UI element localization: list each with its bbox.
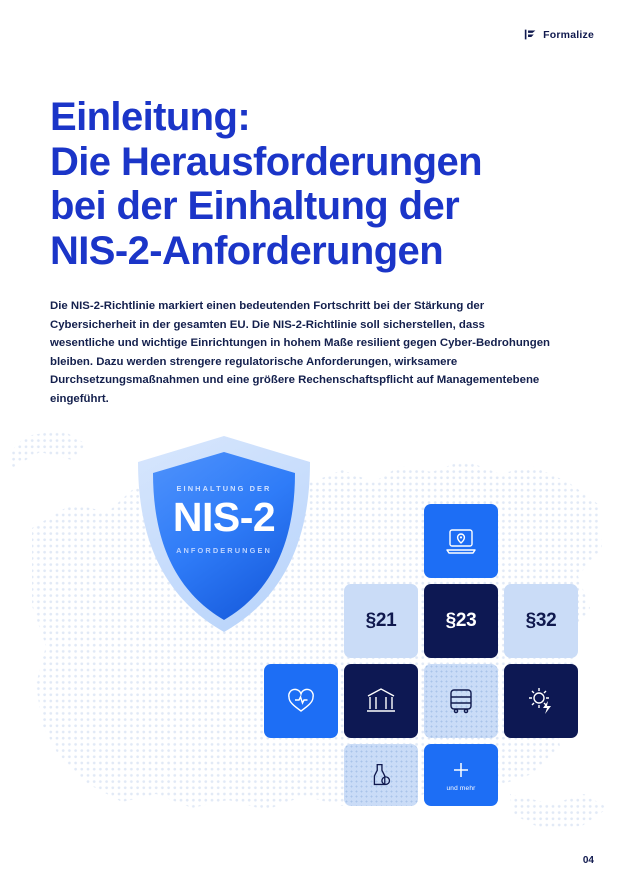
title-line-3: bei der Einhaltung der: [50, 184, 460, 229]
location-pin-laptop-icon: [444, 524, 478, 558]
tile-energy[interactable]: [504, 664, 578, 738]
tile-para-23-label: §23: [445, 610, 477, 631]
formalize-mark-icon: [524, 28, 537, 41]
title-line-2: Die Herausforderungen: [50, 139, 482, 184]
tile-para-32[interactable]: [504, 584, 578, 658]
water-drop-icon: [365, 759, 397, 791]
sun-energy-icon: [524, 684, 558, 718]
tile-para-32-label: §32: [525, 610, 557, 631]
title-line-1: Einleitung:: [50, 94, 251, 139]
tile-health[interactable]: [264, 664, 338, 738]
tile-more[interactable]: [424, 744, 498, 806]
intro-paragraph: Die NIS-2-Richtlinie markiert einen bedeutenden Fortschritt bei der Stärkung der Cybersicherheit in der gesamten EU. Die NIS-2-Richtlinie soll sicherstellen, dass wesentliche und wichtige Einrichtungen in hohem Maße resilient gegen Cyber-Bedrohungen bleiben. Dazu werden strengere regulatorische Anforderungen, wirksamere Durchsetzungsmaßnahmen und eine größere Rechenschaftspflicht auf Managementebene eingeführt.: [50, 300, 550, 405]
tile-transport[interactable]: [424, 664, 498, 738]
brand-name: Formalize: [543, 28, 594, 41]
plus-icon: [450, 759, 472, 781]
tile-more-label: und mehr: [446, 784, 476, 792]
tile-para-23[interactable]: [424, 584, 498, 658]
tile-government[interactable]: [344, 664, 418, 738]
shield-label-top: EINHALTUNG DER: [176, 484, 272, 493]
heart-medical-icon: [284, 684, 318, 718]
nis2-shield: [124, 432, 324, 642]
tile-para-21[interactable]: [344, 584, 418, 658]
shield-title: NIS-2: [172, 494, 276, 540]
title-line-4: NIS-2-Anforderungen: [50, 229, 444, 274]
tile-location[interactable]: [424, 504, 498, 578]
shield-label-bottom: ANFORDERUNGEN: [176, 546, 272, 555]
bus-icon: [444, 684, 478, 718]
page-title: [50, 95, 595, 274]
tile-para-21-label: §21: [365, 610, 397, 631]
bank-building-icon: [364, 684, 398, 718]
brand-logo: [524, 28, 594, 41]
tile-water[interactable]: [344, 744, 418, 806]
page-number: 04: [582, 855, 594, 866]
